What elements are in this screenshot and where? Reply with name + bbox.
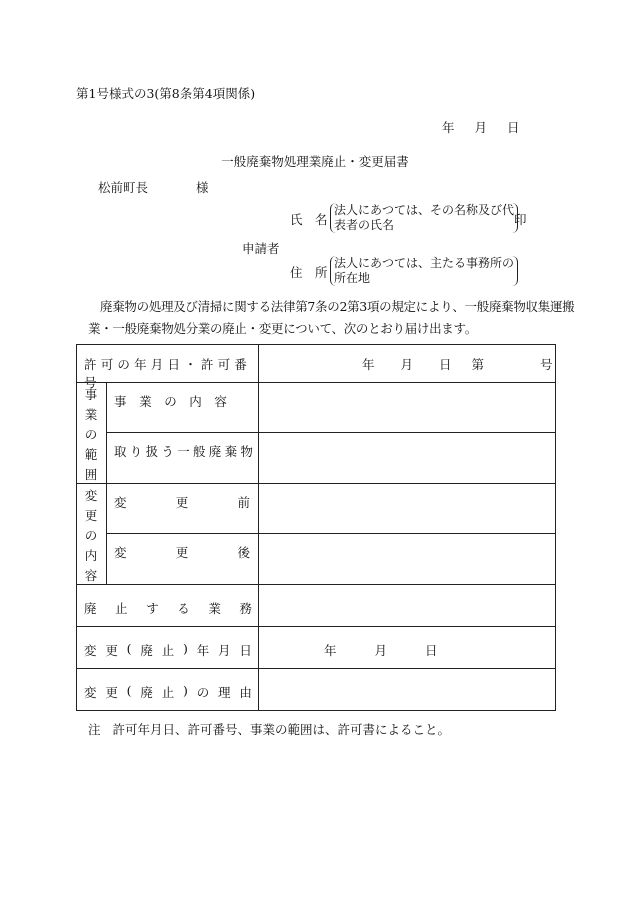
date-month: 月 — [474, 120, 488, 135]
name-note-line: 法人にあつては、その名称及び代 — [334, 203, 515, 217]
seal-mark: 印 — [514, 212, 527, 227]
change-row-before: 変 更 前 — [114, 495, 250, 510]
change-month: 月 — [374, 643, 388, 658]
intro-line-1: 廃棄物の処理及び清掃に関する法律第7条の2第3項の規定により、一般廃棄物収集運搬 — [100, 299, 575, 314]
permit-year: 年 — [362, 357, 375, 372]
permit-label-text: 許可の年月日・許可番号 — [84, 357, 252, 390]
applicant-label: 申請者 — [242, 241, 280, 256]
document-title: 一般廃棄物処理業廃止・変更届書 — [221, 154, 409, 169]
date-year: 年 — [442, 120, 455, 135]
permit-no-suffix: 号 — [540, 357, 553, 372]
name-note-line: 表者の氏名 — [334, 218, 395, 232]
address-note-line: 法人にあつては、主たる事務所の — [334, 256, 515, 270]
footer-note-mark: 注 — [88, 722, 101, 737]
address-label: 住 所 — [290, 265, 328, 280]
footer-note — [88, 720, 450, 738]
name-note — [330, 203, 518, 233]
change-group-label: 変 更 の 内 容 — [84, 488, 98, 583]
permit-no-prefix: 第 — [471, 357, 485, 372]
name-label: 氏 名 — [290, 212, 328, 227]
scope-row-waste: 取り扱う一般廃棄物 — [114, 444, 257, 459]
scope-row-content: 事業の内容 — [114, 394, 240, 409]
address-note-line: 所在地 — [334, 271, 371, 285]
change-year: 年 — [324, 643, 337, 658]
address-note — [330, 256, 518, 286]
date-day: 日 — [507, 120, 520, 135]
notification-table — [76, 344, 556, 711]
change-date-label: 変 更 ( 廃 止 ) 年 月 日 — [84, 641, 252, 658]
change-date-value — [324, 641, 438, 659]
addressee-honorific: 様 — [196, 180, 209, 195]
scope-group-label: 事 業 の 範 囲 — [84, 387, 98, 482]
form-id: 第1号様式の3(第8条第4項関係) — [76, 86, 256, 101]
permit-day: 日 — [439, 357, 452, 372]
reason-label: 変 更 ( 廃 止 ) の 理 由 — [84, 683, 252, 700]
permit-label — [84, 355, 252, 391]
addressee-name: 松前町長 — [98, 180, 149, 195]
abolished-label: 廃 止 す る 業 務 — [84, 601, 252, 616]
change-row-after: 変 更 後 — [114, 545, 250, 560]
footer-note-text: 許可年月日、許可番号、事業の範囲は、許可書によること。 — [112, 722, 451, 737]
permit-value — [362, 355, 553, 373]
intro-paragraph — [88, 296, 575, 340]
permit-month: 月 — [400, 357, 414, 372]
submission-date — [442, 118, 536, 136]
change-day: 日 — [425, 643, 438, 658]
intro-line-2: 業・一般廃棄物処分業の廃止・変更について、次のとおり届け出ます。 — [88, 321, 477, 336]
addressee — [98, 178, 209, 196]
